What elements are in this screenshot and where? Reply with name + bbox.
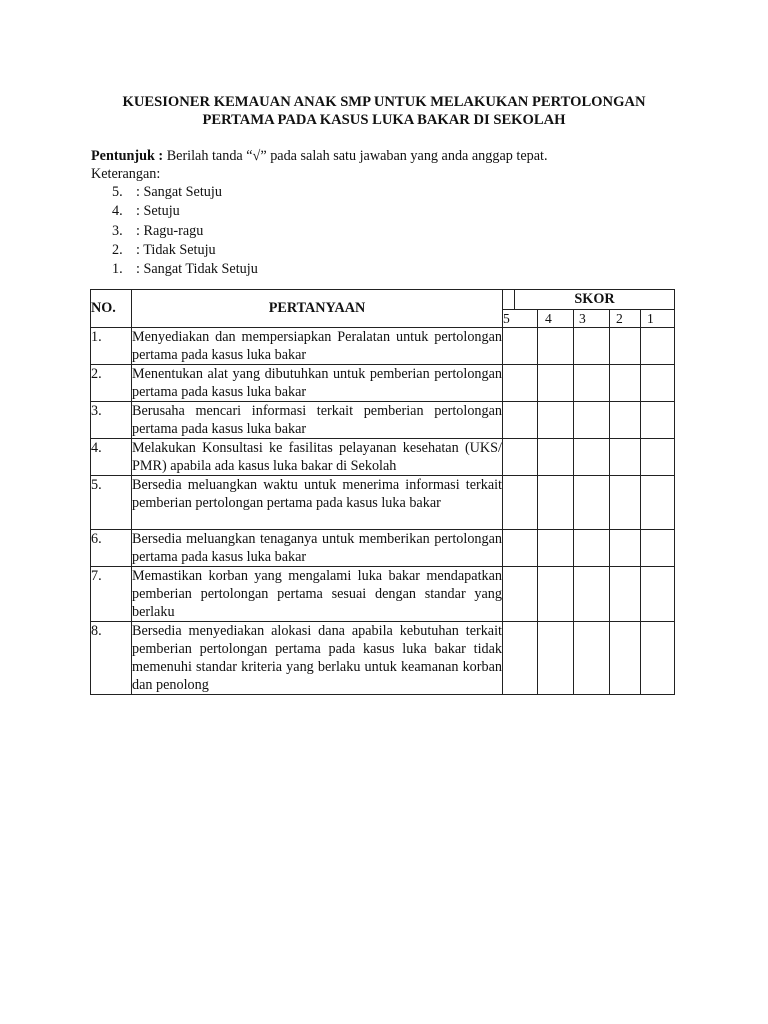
header-spacer [503, 290, 515, 310]
answer-cell-2[interactable] [610, 567, 641, 622]
table-row [91, 476, 675, 530]
scale-legend [112, 183, 258, 279]
score-column-4: 4 [538, 310, 574, 328]
question-text: Melakukan Konsultasi ke fasilitas pelayanan kesehatan (UKS/ PMR) apabila ada kasus luka bakar di Sekolah [132, 440, 502, 474]
scale-label: : Ragu-ragu [136, 222, 204, 239]
answer-cell-4[interactable] [538, 328, 574, 365]
score-column-2: 2 [610, 310, 641, 328]
table-row [91, 567, 675, 622]
answer-cell-1[interactable] [641, 567, 675, 622]
instruction-text: Berilah tanda “√” pada salah satu jawaban yang anda anggap tepat. [163, 148, 548, 164]
answer-cell-5[interactable] [503, 530, 538, 567]
score-column-1: 1 [641, 310, 675, 328]
question-text: Menentukan alat yang dibutuhkan untuk pemberian pertolongan pertama pada kasus luka bakar [132, 366, 502, 400]
answer-cell-4[interactable] [538, 567, 574, 622]
answer-cell-1[interactable] [641, 365, 675, 402]
answer-cell-2[interactable] [610, 365, 641, 402]
answer-cell-5[interactable] [503, 439, 538, 476]
title-line-1: KUESIONER KEMAUAN ANAK SMP UNTUK MELAKUKAN PERTOLONGAN [122, 94, 646, 110]
header-no: NO. [91, 290, 132, 328]
scale-item [112, 222, 258, 241]
answer-cell-3[interactable] [574, 328, 610, 365]
answer-cell-2[interactable] [610, 439, 641, 476]
keterangan-label: Keterangan: [91, 166, 161, 182]
scale-label: : Setuju [136, 203, 180, 220]
answer-cell-3[interactable] [574, 439, 610, 476]
answer-cell-2[interactable] [610, 476, 641, 530]
answer-cell-3[interactable] [574, 476, 610, 530]
answer-cell-2[interactable] [610, 328, 641, 365]
question-text: Memastikan korban yang mengalami luka bakar mendapatkan pemberian pertolongan pertama sesuai dengan standar yang berlaku [132, 568, 502, 620]
answer-cell-1[interactable] [641, 476, 675, 530]
question-text: Berusaha mencari informasi terkait pemberian pertolongan pertama pada kasus luka bakar [132, 403, 502, 437]
answer-cell-5[interactable] [503, 622, 538, 695]
answer-cell-3[interactable] [574, 567, 610, 622]
scale-item [112, 241, 258, 260]
table-row [91, 622, 675, 695]
answer-cell-3[interactable] [574, 365, 610, 402]
answer-cell-2[interactable] [610, 402, 641, 439]
scale-number: 2. [112, 241, 123, 258]
row-number: 6. [91, 530, 132, 567]
table-row [91, 439, 675, 476]
row-number: 3. [91, 402, 132, 439]
question-text: Bersedia meluangkan tenaganya untuk memberikan pertolongan pertama pada kasus luka bakar [132, 531, 502, 565]
question-text: Bersedia menyediakan alokasi dana apabila kebutuhan terkait pemberian pertolongan pertama pada kasus luka bakar tidak memenuhi standar kriteria yang berlaku untuk keamanan korban dan penolong [132, 623, 502, 693]
row-number: 5. [91, 476, 132, 530]
row-number: 7. [91, 567, 132, 622]
answer-cell-1[interactable] [641, 328, 675, 365]
answer-cell-5[interactable] [503, 567, 538, 622]
document-title [60, 93, 708, 129]
header-row [91, 290, 675, 310]
answer-cell-2[interactable] [610, 530, 641, 567]
questionnaire-table [90, 289, 675, 695]
instruction-label: Pentunjuk : [91, 148, 164, 164]
answer-cell-5[interactable] [503, 328, 538, 365]
answer-cell-5[interactable] [503, 402, 538, 439]
answer-cell-3[interactable] [574, 402, 610, 439]
title-line-2: PERTAMA PADA KASUS LUKA BAKAR DI SEKOLAH [202, 112, 566, 128]
score-column-5: 5 [503, 310, 538, 328]
scale-item [112, 202, 258, 221]
scale-label: : Sangat Tidak Setuju [136, 261, 258, 278]
scale-item [112, 183, 258, 202]
answer-cell-1[interactable] [641, 439, 675, 476]
scale-number: 1. [112, 261, 123, 278]
answer-cell-4[interactable] [538, 622, 574, 695]
answer-cell-5[interactable] [503, 365, 538, 402]
table-row [91, 402, 675, 439]
answer-cell-1[interactable] [641, 622, 675, 695]
row-number: 8. [91, 622, 132, 695]
table-row [91, 328, 675, 365]
answer-cell-4[interactable] [538, 439, 574, 476]
question-text: Menyediakan dan mempersiapkan Peralatan untuk pertolongan pertama pada kasus luka bakar [132, 329, 502, 363]
row-number: 4. [91, 439, 132, 476]
scale-label: : Sangat Setuju [136, 184, 222, 200]
row-number: 2. [91, 365, 132, 402]
scale-number: 4. [112, 203, 123, 220]
header-score: SKOR [515, 290, 675, 310]
answer-cell-1[interactable] [641, 530, 675, 567]
table-row [91, 365, 675, 402]
answer-cell-5[interactable] [503, 476, 538, 530]
answer-cell-4[interactable] [538, 476, 574, 530]
answer-cell-3[interactable] [574, 622, 610, 695]
answer-cell-2[interactable] [610, 622, 641, 695]
instruction [91, 147, 548, 165]
answer-cell-1[interactable] [641, 402, 675, 439]
answer-cell-3[interactable] [574, 530, 610, 567]
scale-item [112, 260, 258, 279]
answer-cell-4[interactable] [538, 365, 574, 402]
answer-cell-4[interactable] [538, 402, 574, 439]
scale-number: 3. [112, 222, 123, 239]
question-text: Bersedia meluangkan waktu untuk menerima informasi terkait pemberian pertolongan pertama pada kasus luka bakar [132, 476, 503, 530]
scale-label: : Tidak Setuju [136, 241, 216, 258]
score-column-3: 3 [574, 310, 610, 328]
row-number: 1. [91, 328, 132, 365]
header-question: PERTANYAAN [132, 290, 503, 328]
scale-number: 5. [112, 184, 123, 200]
answer-cell-4[interactable] [538, 530, 574, 567]
table-row [91, 530, 675, 567]
